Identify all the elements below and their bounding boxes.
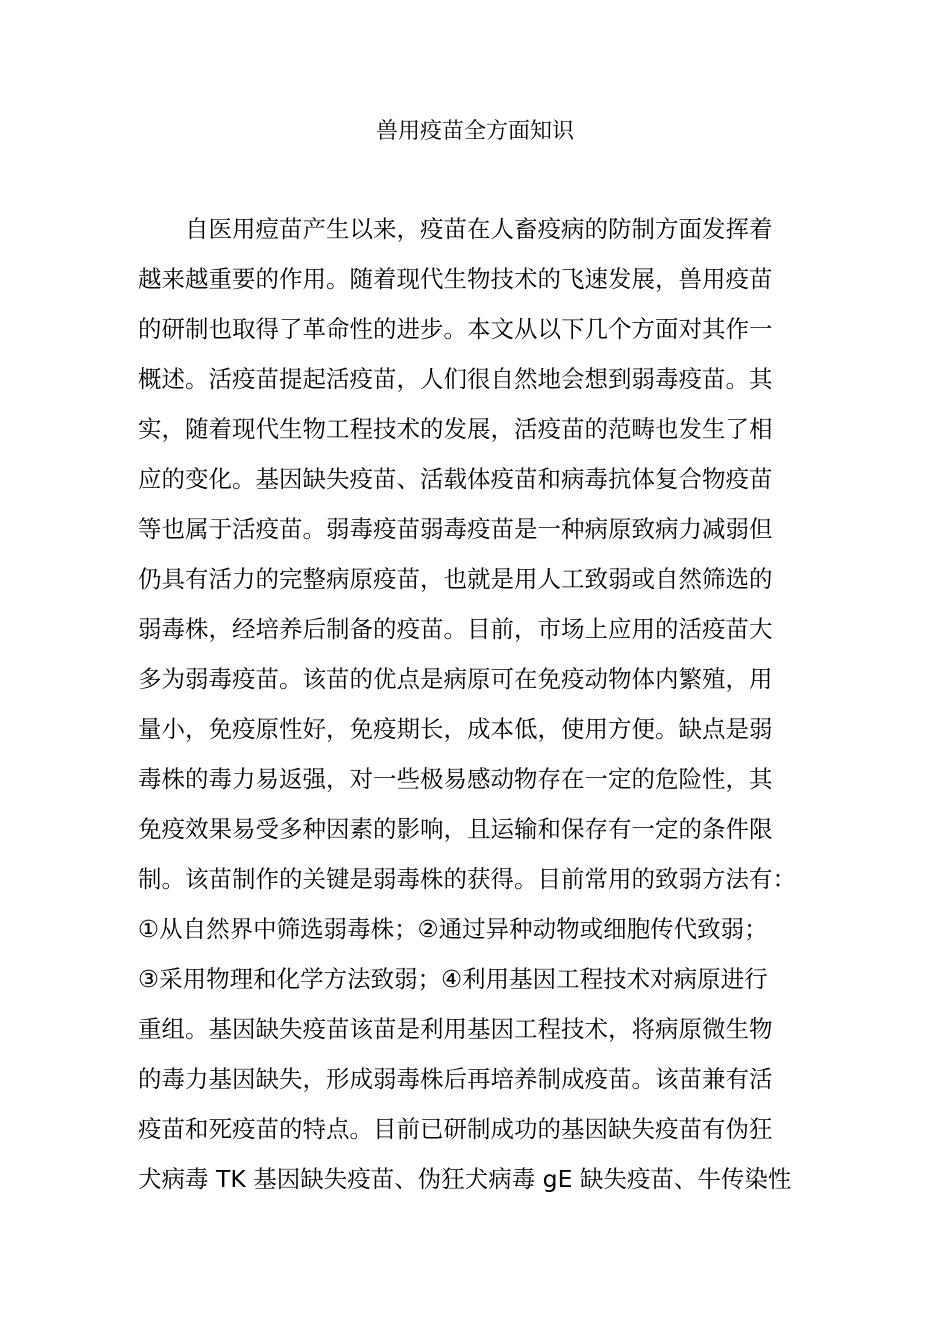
paragraph-line: ①从自然界中筛选弱毒株；②通过异种动物或细胞传代致弱； bbox=[138, 915, 768, 943]
paragraph-line: 重组。基因缺失疫苗该苗是利用基因工程技术，将病原微生物 bbox=[138, 1015, 773, 1043]
paragraph-line: 多为弱毒疫苗。该苗的优点是病原可在免疫动物体内繁殖，用 bbox=[138, 665, 773, 693]
paragraph-line: 自医用痘苗产生以来，疫苗在人畜疫病的防制方面发挥着 bbox=[185, 215, 773, 243]
paragraph-line: 实，随着现代生物工程技术的发展，活疫苗的范畴也发生了相 bbox=[138, 415, 773, 443]
document-title: 兽用疫苗全方面知识 bbox=[375, 119, 574, 144]
document-body bbox=[138, 204, 818, 1204]
paragraph-line: 毒株的毒力易返强，对一些极易感动物存在一定的危险性，其 bbox=[138, 765, 773, 793]
paragraph-line: 弱毒株，经培养后制备的疫苗。目前，市场上应用的活疫苗大 bbox=[138, 615, 773, 643]
paragraph-line: 应的变化。基因缺失疫苗、活载体疫苗和病毒抗体复合物疫苗 bbox=[138, 465, 773, 493]
paragraph-line: 免疫效果易受多种因素的影响，且运输和保存有一定的条件限 bbox=[138, 815, 773, 843]
paragraph-line: 等也属于活疫苗。弱毒疫苗弱毒疫苗是一种病原致病力减弱但 bbox=[138, 515, 773, 543]
paragraph-line: 仍具有活力的完整病原疫苗，也就是用人工致弱或自然筛选的 bbox=[138, 565, 773, 593]
paragraph-line: 概述。活疫苗提起活疫苗，人们很自然地会想到弱毒疫苗。其 bbox=[138, 365, 773, 393]
paragraph-line: 犬病毒 TK 基因缺失疫苗、伪狂犬病毒 gE 缺失疫苗、牛传染性 bbox=[138, 1165, 792, 1193]
paragraph-line: 制。该苗制作的关键是弱毒株的获得。目前常用的致弱方法有： bbox=[138, 865, 796, 893]
paragraph-line: 疫苗和死疫苗的特点。目前已研制成功的基因缺失疫苗有伪狂 bbox=[138, 1115, 773, 1143]
paragraph-line: 的研制也取得了革命性的进步。本文从以下几个方面对其作一 bbox=[138, 315, 773, 343]
paragraph-line: 越来越重要的作用。随着现代生物技术的飞速发展，兽用疫苗 bbox=[138, 265, 773, 293]
paragraph-line: ③采用物理和化学方法致弱；④利用基因工程技术对病原进行 bbox=[138, 965, 768, 993]
paragraph-line: 的毒力基因缺失，形成弱毒株后再培养制成疫苗。该苗兼有活 bbox=[138, 1065, 773, 1093]
paragraph-line: 量小，免疫原性好，免疫期长，成本低，使用方便。缺点是弱 bbox=[138, 715, 773, 743]
